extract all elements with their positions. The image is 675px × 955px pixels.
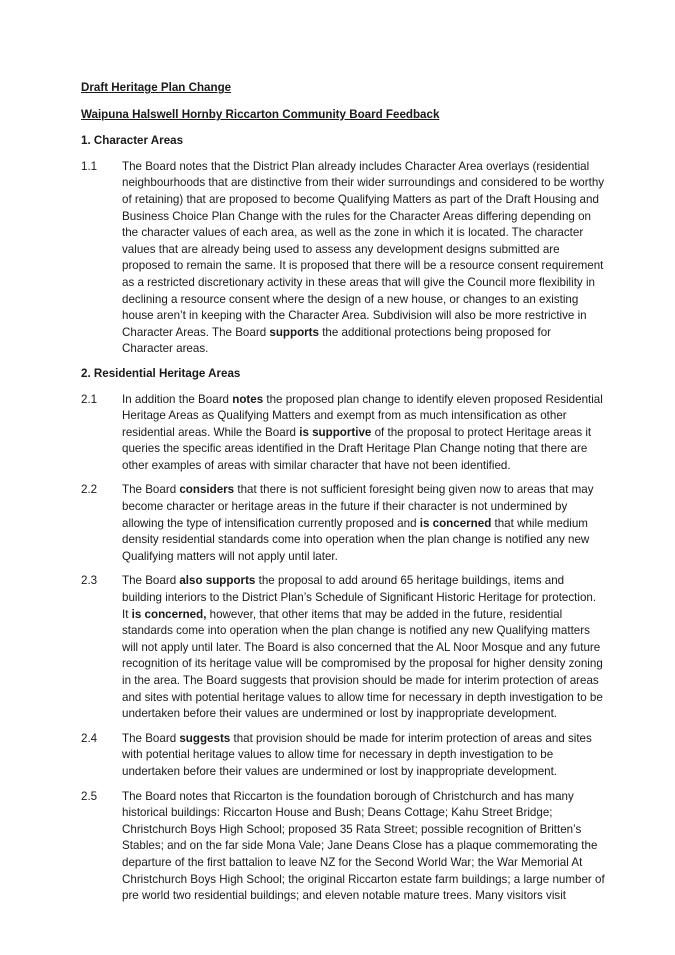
paragraph-text: [122, 731, 605, 781]
text-run: In addition the Board: [122, 392, 233, 406]
text-run: of the proposal to protect Heritage areas it queries the specific areas identified in the Draft Heritage Plan Change noting that there are other examples of areas with similar character that have not been identified.: [122, 425, 592, 472]
paragraph-number: 2.1: [81, 392, 98, 406]
text-run: The Board: [122, 574, 180, 588]
text-run: The Board: [122, 731, 180, 745]
paragraph-number: 1.1: [81, 159, 98, 173]
text-run: the additional protections being proposed for Character areas.: [122, 325, 552, 356]
emphasis-text: notes: [232, 392, 264, 406]
emphasis-text: considers: [179, 483, 235, 497]
paragraph-text: [122, 392, 605, 475]
paragraph-number: 2.2: [81, 483, 98, 497]
paragraph-number: 2.5: [81, 789, 98, 803]
emphasis-text: is concerned,: [131, 607, 207, 621]
document-title: Draft Heritage Plan Change: [81, 81, 232, 94]
paragraph-text: [122, 573, 605, 722]
section-heading: 1. Character Areas: [81, 134, 184, 148]
text-run: however, that other items that may be added in the future, residential standards come into operation when the plan change is notified any new Qualifying matters will not apply until later. The Board is also concerned that the AL Noor Mosque and any future recognition of its heritage value will be compromised by the proposal for higher density zoning in the area. The Board suggests that provision should be made for interim protection of areas and sites with potential heritage values to allow time for necessary in depth investigation to be undertaken before their values are undermined or lost by inappropriate development.: [122, 607, 603, 721]
section-heading: 2. Residential Heritage Areas: [81, 366, 241, 380]
paragraph-2-5: [81, 789, 605, 905]
emphasis-text: also supports: [179, 574, 256, 588]
text-run: The Board notes that the District Plan already includes Character Area overlays (residential neighbourhoods that are distinctive from their wider surroundings and considered to be worthy of retaining) that are proposed to become Qualifying Matters as part of the Draft Housing and Business Choice Plan Change with the rules for the Character Areas differing depending on the character values of each area, as well as the zone in which it is located. The character values that are already being used to assess any development designs submitted are proposed to remain the same. It is proposed that there will be a resource consent requirement as a restricted discretionary activity in these areas that will give the Council more flexibility in declining a resource consent where the design of a new house, or changes to an existing house aren’t in keeping with the Character Area. Subdivision will also be more restrictive in Character Areas. The Board: [122, 159, 605, 339]
text-run: the proposal to add around 65 heritage buildings, items and building interiors to the District Plan’s Schedule of Significant Historic Heritage for protection. It: [122, 574, 597, 621]
paragraph-number: 2.4: [81, 731, 98, 745]
paragraph-2-2: [81, 482, 605, 565]
text-run: that provision should be made for interim protection of areas and sites with potential heritage values to allow time for necessary in depth investigation to be undertaken before their values are undermined or lost by inappropriate development.: [122, 731, 592, 778]
emphasis-text: is supportive: [299, 425, 372, 439]
emphasis-text: supports: [269, 325, 319, 339]
text-run: The Board notes that Riccarton is the foundation borough of Christchurch and has many historical buildings: Riccarton House and Bush; Deans Cottage; Kahu Street Bridge; Christchurch Boys High School; proposed 35 Rata Street; possible recognition of Britten’s Stables; and on the far side Mona Vale; Jane Deans Close has a plaque commemorating the departure of the first battalion to leave NZ for the Second World War; the War Memorial At Christchurch Boys High School; the original Riccarton estate farm buildings; a large number of pre world two residential buildings; and eleven notable mature trees. Many visitors visit: [122, 789, 605, 903]
text-run: that while medium density residential standards come into operation when the plan change is notified any new Qualifying matters will not apply until later.: [122, 516, 590, 563]
paragraph-text: [122, 789, 605, 905]
paragraph-2-4: [81, 731, 605, 781]
document-subtitle: Waipuna Halswell Hornby Riccarton Community Board Feedback: [81, 107, 440, 121]
paragraph-text: [122, 482, 605, 565]
paragraph-1-1: [81, 159, 605, 358]
emphasis-text: is concerned: [419, 516, 492, 530]
paragraph-2-1: [81, 392, 605, 475]
text-run: The Board: [122, 483, 180, 497]
emphasis-text: suggests: [179, 731, 231, 745]
text-run: the proposed plan change to identify eleven proposed Residential Heritage Areas as Qualifying Matters and exempt from as much intensification as other residential areas. While the Board: [122, 392, 603, 439]
paragraph-text: [122, 159, 605, 358]
text-run: that there is not sufficient foresight being given now to areas that may become character or heritage areas in the future if their character is not undermined by allowing the type of intensification currently proposed and: [122, 483, 594, 530]
document-body: [81, 133, 605, 905]
paragraph-2-3: [81, 573, 605, 722]
paragraph-number: 2.3: [81, 574, 98, 588]
